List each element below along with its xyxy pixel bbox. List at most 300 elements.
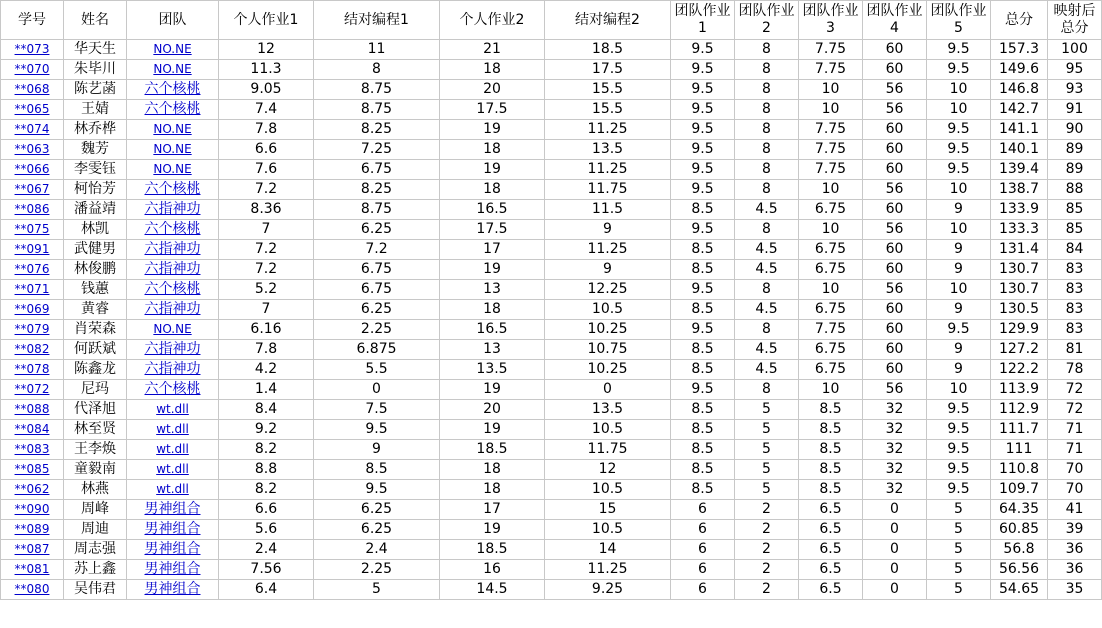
column-header: 学号 — [1, 1, 64, 40]
table-cell: 9.05 — [219, 80, 314, 100]
table-cell: 9 — [314, 440, 440, 460]
table-cell: 9.5 — [927, 120, 991, 140]
student-id-link[interactable]: **071 — [14, 282, 50, 296]
team-cell[interactable] — [127, 120, 219, 140]
column-header: 结对编程1 — [314, 1, 440, 40]
table-cell: 5 — [927, 540, 991, 560]
team-link[interactable]: 六个核桃 — [144, 101, 201, 117]
student-id-cell[interactable] — [1, 500, 64, 520]
table-cell: 5 — [735, 460, 799, 480]
table-cell: 9.5 — [671, 280, 735, 300]
student-id-link[interactable]: **085 — [14, 462, 50, 476]
table-cell: 13.5 — [440, 360, 545, 380]
table-cell: 8.25 — [314, 180, 440, 200]
team-cell[interactable] — [127, 80, 219, 100]
table-cell: 8.8 — [219, 460, 314, 480]
table-cell: 56.8 — [991, 540, 1048, 560]
table-cell: 8 — [735, 100, 799, 120]
column-header: 映射后总分 — [1048, 1, 1102, 40]
team-link[interactable]: wt.dll — [156, 442, 189, 456]
table-cell: 18.5 — [545, 40, 671, 60]
student-id-cell[interactable] — [1, 400, 64, 420]
table-cell: 20 — [440, 400, 545, 420]
table-cell: 2.4 — [314, 540, 440, 560]
team-cell[interactable] — [127, 280, 219, 300]
table-cell: 陈鑫龙 — [64, 360, 127, 380]
table-cell: 112.9 — [991, 400, 1048, 420]
table-row — [1, 360, 1102, 380]
table-cell: 60 — [863, 60, 927, 80]
table-cell: 15.5 — [545, 80, 671, 100]
table-cell: 19 — [440, 420, 545, 440]
student-id-cell[interactable] — [1, 280, 64, 300]
student-id-link[interactable]: **081 — [14, 562, 50, 576]
column-header: 结对编程2 — [545, 1, 671, 40]
table-cell: 18.5 — [440, 440, 545, 460]
student-id-link[interactable]: **068 — [14, 82, 50, 96]
table-cell: 88 — [1048, 180, 1102, 200]
team-cell[interactable] — [127, 260, 219, 280]
student-id-link[interactable]: **079 — [14, 322, 50, 336]
table-cell: 18 — [440, 480, 545, 500]
team-cell[interactable] — [127, 400, 219, 420]
table-cell: 10.5 — [545, 300, 671, 320]
table-cell: 0 — [314, 380, 440, 400]
table-cell: 60 — [863, 360, 927, 380]
table-cell: 8.5 — [671, 300, 735, 320]
student-id-cell[interactable] — [1, 260, 64, 280]
table-cell: 8.75 — [314, 100, 440, 120]
table-cell: 2 — [735, 560, 799, 580]
table-cell: 11.5 — [545, 200, 671, 220]
student-id-cell[interactable] — [1, 320, 64, 340]
student-id-link[interactable]: **082 — [14, 342, 50, 356]
student-id-link[interactable]: **063 — [14, 142, 50, 156]
table-cell: 109.7 — [991, 480, 1048, 500]
table-cell: 4.5 — [735, 200, 799, 220]
table-cell: 60 — [863, 260, 927, 280]
team-link[interactable]: 六个核桃 — [144, 81, 201, 97]
table-cell: 7.2 — [219, 240, 314, 260]
table-cell: 18 — [440, 60, 545, 80]
table-cell: 90 — [1048, 120, 1102, 140]
table-cell: 127.2 — [991, 340, 1048, 360]
team-cell[interactable] — [127, 420, 219, 440]
student-id-cell[interactable] — [1, 120, 64, 140]
table-cell: 陈艺菡 — [64, 80, 127, 100]
team-cell[interactable] — [127, 540, 219, 560]
student-id-link[interactable]: **072 — [14, 382, 50, 396]
table-cell: 19 — [440, 260, 545, 280]
table-cell: 18 — [440, 180, 545, 200]
student-id-link[interactable]: **091 — [14, 242, 50, 256]
table-cell: 9.25 — [545, 580, 671, 600]
team-cell[interactable] — [127, 180, 219, 200]
table-cell: 60 — [863, 200, 927, 220]
table-cell: 17 — [440, 240, 545, 260]
table-cell: 10.75 — [545, 340, 671, 360]
student-id-cell[interactable] — [1, 140, 64, 160]
header-row — [1, 1, 1102, 40]
table-cell: 7.6 — [219, 160, 314, 180]
table-cell: 36 — [1048, 540, 1102, 560]
team-link[interactable]: NO.NE — [153, 162, 192, 176]
table-cell: 6.5 — [799, 560, 863, 580]
table-cell: 4.5 — [735, 340, 799, 360]
table-cell: 华天生 — [64, 40, 127, 60]
table-cell: 0 — [863, 540, 927, 560]
table-cell: 78 — [1048, 360, 1102, 380]
table-cell: 0 — [863, 560, 927, 580]
table-cell: 130.5 — [991, 300, 1048, 320]
student-id-cell[interactable] — [1, 40, 64, 60]
team-link[interactable]: NO.NE — [153, 122, 192, 136]
table-cell: 83 — [1048, 260, 1102, 280]
table-cell: 9 — [927, 340, 991, 360]
table-cell: 60 — [863, 40, 927, 60]
table-cell: 16.5 — [440, 200, 545, 220]
student-id-link[interactable]: **090 — [14, 502, 50, 516]
team-link[interactable]: 男神组合 — [144, 521, 201, 537]
student-id-link[interactable]: **086 — [14, 202, 50, 216]
student-id-cell[interactable] — [1, 240, 64, 260]
table-cell: 5.6 — [219, 520, 314, 540]
table-cell: 吴伟君 — [64, 580, 127, 600]
column-header: 总分 — [991, 1, 1048, 40]
team-link[interactable]: 六指神功 — [144, 201, 201, 217]
team-cell[interactable] — [127, 500, 219, 520]
table-cell: 56 — [863, 280, 927, 300]
table-cell: 71 — [1048, 420, 1102, 440]
table-cell: 100 — [1048, 40, 1102, 60]
table-cell: 9.5 — [927, 60, 991, 80]
table-cell: 6.5 — [799, 580, 863, 600]
team-link[interactable]: 六个核桃 — [144, 181, 201, 197]
table-cell: 14.5 — [440, 580, 545, 600]
student-id-link[interactable]: **075 — [14, 222, 50, 236]
table-cell: 6.4 — [219, 580, 314, 600]
table-cell: 8.5 — [799, 440, 863, 460]
table-cell: 5.5 — [314, 360, 440, 380]
team-link[interactable]: NO.NE — [153, 62, 192, 76]
table-cell: 7.5 — [314, 400, 440, 420]
team-cell[interactable] — [127, 140, 219, 160]
team-link[interactable]: NO.NE — [153, 142, 192, 156]
student-id-cell[interactable] — [1, 420, 64, 440]
table-cell: 8 — [735, 380, 799, 400]
table-cell: 16 — [440, 560, 545, 580]
table-cell: 8 — [735, 120, 799, 140]
table-cell: 10 — [927, 100, 991, 120]
table-cell: 7.2 — [219, 180, 314, 200]
student-id-link[interactable]: **084 — [14, 422, 50, 436]
student-id-cell[interactable] — [1, 100, 64, 120]
table-row — [1, 280, 1102, 300]
table-cell: 7.8 — [219, 340, 314, 360]
table-cell: 111 — [991, 440, 1048, 460]
table-row — [1, 160, 1102, 180]
table-cell: 32 — [863, 460, 927, 480]
table-row — [1, 180, 1102, 200]
table-cell: 9 — [545, 220, 671, 240]
table-cell: 8.25 — [314, 120, 440, 140]
student-id-link[interactable]: **083 — [14, 442, 50, 456]
team-cell[interactable] — [127, 580, 219, 600]
team-cell[interactable] — [127, 40, 219, 60]
table-cell: 138.7 — [991, 180, 1048, 200]
student-id-link[interactable]: **070 — [14, 62, 50, 76]
table-cell: 32 — [863, 420, 927, 440]
student-id-link[interactable]: **078 — [14, 362, 50, 376]
column-header: 个人作业1 — [219, 1, 314, 40]
table-cell: 6.75 — [314, 260, 440, 280]
table-cell: 5 — [735, 480, 799, 500]
table-cell: 81 — [1048, 340, 1102, 360]
team-cell[interactable] — [127, 380, 219, 400]
table-cell: 157.3 — [991, 40, 1048, 60]
table-cell: 70 — [1048, 460, 1102, 480]
student-id-link[interactable]: **069 — [14, 302, 50, 316]
table-cell: 李雯钰 — [64, 160, 127, 180]
table-cell: 王婧 — [64, 100, 127, 120]
table-cell: 89 — [1048, 160, 1102, 180]
table-cell: 8.5 — [671, 360, 735, 380]
table-cell: 56 — [863, 100, 927, 120]
table-cell: 60 — [863, 320, 927, 340]
table-row — [1, 420, 1102, 440]
table-row — [1, 580, 1102, 600]
table-cell: 56 — [863, 80, 927, 100]
team-link[interactable]: 六个核桃 — [144, 281, 201, 297]
team-link[interactable]: 六个核桃 — [144, 221, 201, 237]
table-cell: 9.5 — [671, 140, 735, 160]
table-cell: 6.75 — [799, 300, 863, 320]
student-id-cell[interactable] — [1, 380, 64, 400]
table-cell: 54.65 — [991, 580, 1048, 600]
table-cell: 60 — [863, 160, 927, 180]
student-id-link[interactable]: **076 — [14, 262, 50, 276]
team-link[interactable]: wt.dll — [156, 462, 189, 476]
table-cell: 魏芳 — [64, 140, 127, 160]
table-cell: 93 — [1048, 80, 1102, 100]
table-cell: 2.4 — [219, 540, 314, 560]
team-link[interactable]: 男神组合 — [144, 501, 201, 517]
team-link[interactable]: 六指神功 — [144, 341, 201, 357]
table-cell: 6.875 — [314, 340, 440, 360]
team-cell[interactable] — [127, 60, 219, 80]
student-id-cell[interactable] — [1, 580, 64, 600]
student-id-cell[interactable] — [1, 80, 64, 100]
table-cell: 5 — [735, 400, 799, 420]
student-id-link[interactable]: **073 — [14, 42, 50, 56]
table-cell: 7.25 — [314, 140, 440, 160]
student-id-cell[interactable] — [1, 200, 64, 220]
student-id-cell[interactable] — [1, 460, 64, 480]
team-link[interactable]: NO.NE — [153, 42, 192, 56]
table-cell: 钱蕙 — [64, 280, 127, 300]
student-id-link[interactable]: **066 — [14, 162, 50, 176]
student-id-cell[interactable] — [1, 480, 64, 500]
team-cell[interactable] — [127, 340, 219, 360]
table-cell: 10 — [799, 220, 863, 240]
team-cell[interactable] — [127, 480, 219, 500]
table-cell: 2 — [735, 540, 799, 560]
table-cell: 9 — [927, 300, 991, 320]
team-cell[interactable] — [127, 360, 219, 380]
column-header: 姓名 — [64, 1, 127, 40]
table-cell: 35 — [1048, 580, 1102, 600]
team-cell[interactable] — [127, 200, 219, 220]
table-cell: 10.5 — [545, 480, 671, 500]
table-cell: 9.5 — [314, 480, 440, 500]
table-cell: 6 — [671, 540, 735, 560]
team-cell[interactable] — [127, 240, 219, 260]
table-body — [1, 40, 1102, 600]
table-cell: 146.8 — [991, 80, 1048, 100]
team-link[interactable]: 六指神功 — [144, 361, 201, 377]
team-link[interactable]: 六个核桃 — [144, 381, 201, 397]
student-id-link[interactable]: **087 — [14, 542, 50, 556]
table-cell: 9.5 — [927, 440, 991, 460]
table-cell: 10 — [799, 380, 863, 400]
table-cell: 6 — [671, 500, 735, 520]
table-cell: 7.75 — [799, 40, 863, 60]
student-id-cell[interactable] — [1, 180, 64, 200]
team-cell[interactable] — [127, 320, 219, 340]
table-cell: 11.25 — [545, 240, 671, 260]
team-link[interactable]: NO.NE — [153, 322, 192, 336]
column-header: 团队作业3 — [799, 1, 863, 40]
student-id-cell[interactable] — [1, 220, 64, 240]
student-id-link[interactable]: **088 — [14, 402, 50, 416]
student-id-cell[interactable] — [1, 520, 64, 540]
student-id-cell[interactable] — [1, 440, 64, 460]
table-cell: 111.7 — [991, 420, 1048, 440]
table-cell: 8.5 — [671, 260, 735, 280]
team-cell[interactable] — [127, 220, 219, 240]
team-link[interactable]: 六指神功 — [144, 261, 201, 277]
table-cell: 149.6 — [991, 60, 1048, 80]
table-cell: 9.5 — [671, 60, 735, 80]
team-link[interactable]: 六指神功 — [144, 241, 201, 257]
table-cell: 8.5 — [671, 240, 735, 260]
table-cell: 83 — [1048, 280, 1102, 300]
table-cell: 6.75 — [799, 240, 863, 260]
team-link[interactable]: 六指神功 — [144, 301, 201, 317]
student-id-link[interactable]: **062 — [14, 482, 50, 496]
table-cell: 140.1 — [991, 140, 1048, 160]
table-cell: 8.4 — [219, 400, 314, 420]
table-cell: 4.5 — [735, 300, 799, 320]
table-cell: 133.9 — [991, 200, 1048, 220]
table-cell: 2 — [735, 580, 799, 600]
table-cell: 110.8 — [991, 460, 1048, 480]
student-id-link[interactable]: **065 — [14, 102, 50, 116]
student-id-cell[interactable] — [1, 160, 64, 180]
column-header: 个人作业2 — [440, 1, 545, 40]
team-cell[interactable] — [127, 520, 219, 540]
team-link[interactable]: 男神组合 — [144, 541, 201, 557]
student-id-cell[interactable] — [1, 560, 64, 580]
table-cell: 11.75 — [545, 440, 671, 460]
table-cell: 84 — [1048, 240, 1102, 260]
student-id-link[interactable]: **089 — [14, 522, 50, 536]
student-id-cell[interactable] — [1, 540, 64, 560]
table-cell: 2.25 — [314, 560, 440, 580]
student-id-link[interactable]: **080 — [14, 582, 50, 596]
team-link[interactable]: wt.dll — [156, 422, 189, 436]
table-cell: 9.5 — [927, 160, 991, 180]
team-link[interactable]: wt.dll — [156, 402, 189, 416]
table-cell: 6.6 — [219, 500, 314, 520]
table-cell: 6.16 — [219, 320, 314, 340]
table-cell: 10.25 — [545, 320, 671, 340]
student-id-cell[interactable] — [1, 360, 64, 380]
team-cell[interactable] — [127, 560, 219, 580]
team-cell[interactable] — [127, 160, 219, 180]
table-cell: 7.75 — [799, 140, 863, 160]
table-row — [1, 500, 1102, 520]
table-cell: 8.2 — [219, 480, 314, 500]
table-cell: 8.5 — [314, 460, 440, 480]
table-cell: 10 — [927, 380, 991, 400]
student-id-cell[interactable] — [1, 300, 64, 320]
table-row — [1, 520, 1102, 540]
team-cell[interactable] — [127, 460, 219, 480]
table-cell: 9.5 — [671, 320, 735, 340]
table-cell: 21 — [440, 40, 545, 60]
table-cell: 19 — [440, 120, 545, 140]
table-header — [1, 1, 1102, 40]
table-cell: 6 — [671, 580, 735, 600]
team-link[interactable]: wt.dll — [156, 482, 189, 496]
table-cell: 19 — [440, 160, 545, 180]
table-cell: 柯怡芳 — [64, 180, 127, 200]
table-cell: 5.2 — [219, 280, 314, 300]
team-link[interactable]: 男神组合 — [144, 561, 201, 577]
table-cell: 周志强 — [64, 540, 127, 560]
team-cell[interactable] — [127, 100, 219, 120]
team-link[interactable]: 男神组合 — [144, 581, 201, 597]
team-cell[interactable] — [127, 440, 219, 460]
team-cell[interactable] — [127, 300, 219, 320]
table-cell: 6.75 — [314, 280, 440, 300]
table-cell: 131.4 — [991, 240, 1048, 260]
student-id-cell[interactable] — [1, 340, 64, 360]
table-cell: 8.75 — [314, 80, 440, 100]
table-cell: 141.1 — [991, 120, 1048, 140]
table-cell: 11.25 — [545, 120, 671, 140]
table-cell: 32 — [863, 400, 927, 420]
student-id-cell[interactable] — [1, 60, 64, 80]
student-id-link[interactable]: **067 — [14, 182, 50, 196]
table-cell: 10.25 — [545, 360, 671, 380]
student-id-link[interactable]: **074 — [14, 122, 50, 136]
table-cell: 林凯 — [64, 220, 127, 240]
table-cell: 18 — [440, 460, 545, 480]
table-cell: 85 — [1048, 200, 1102, 220]
table-cell: 72 — [1048, 400, 1102, 420]
table-cell: 12.25 — [545, 280, 671, 300]
table-cell: 8 — [735, 160, 799, 180]
table-cell: 60 — [863, 120, 927, 140]
table-cell: 黄睿 — [64, 300, 127, 320]
table-row — [1, 40, 1102, 60]
table-row — [1, 300, 1102, 320]
table-cell: 5 — [314, 580, 440, 600]
table-cell: 8.5 — [671, 480, 735, 500]
table-cell: 8.5 — [671, 420, 735, 440]
